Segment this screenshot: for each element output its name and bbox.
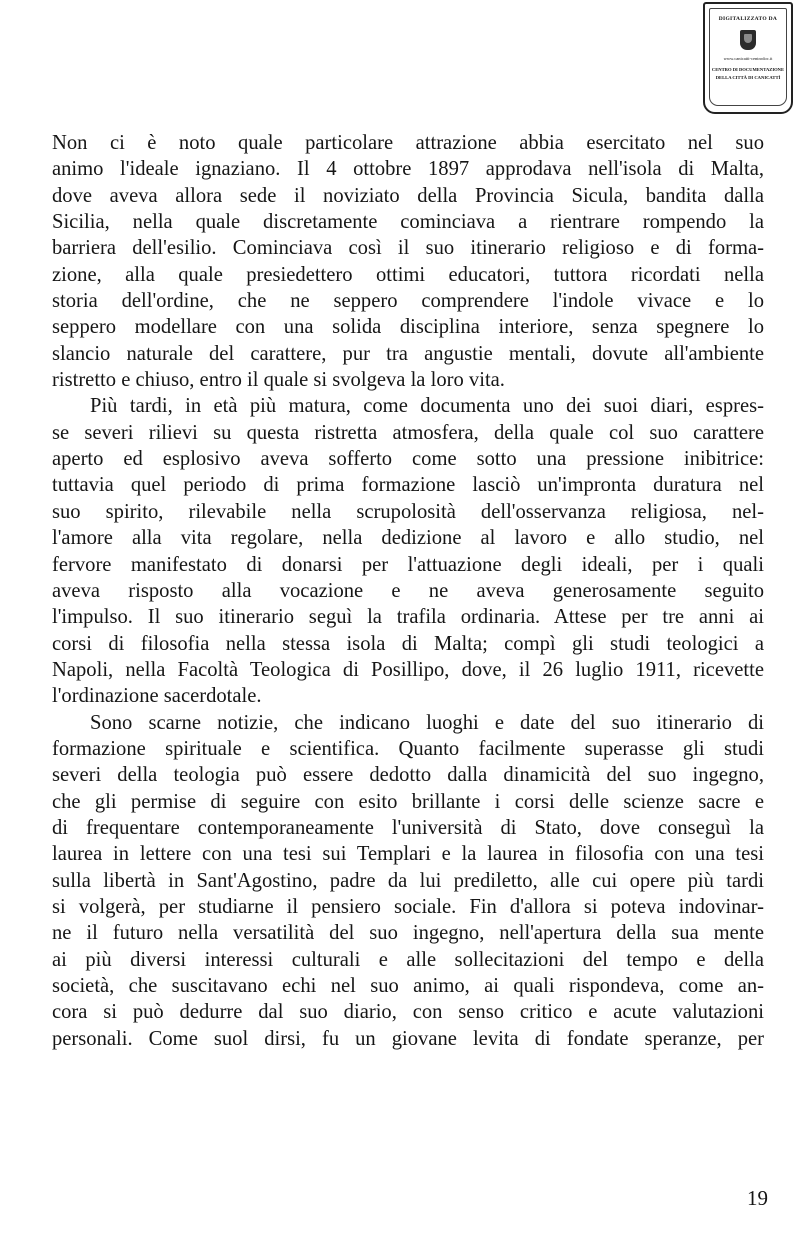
- stamp-frame: [709, 8, 787, 106]
- text-line: laurea in lettere con una tesi sui Templari e la laurea in filosofia con una tesi: [52, 843, 764, 866]
- stamp-url: www.canicatti-centrodoc.it: [723, 56, 773, 61]
- text-line: ne il futuro nella versatilità del suo ingegno, nell'apertura della sua mente: [52, 922, 764, 945]
- text-line: ristretto e chiuso, entro il quale si svolgeva la loro vita.: [52, 369, 505, 392]
- text-line: Napoli, nella Facoltà Teologica di Posillipo, dove, il 26 luglio 1911, ricevette: [52, 658, 764, 681]
- text-line: barriera dell'esilio. Cominciava così il suo itinerario religioso e di forma-: [52, 237, 764, 260]
- text-line: aperto ed esplosivo aveva sofferto come sotto una pressione inibitrice:: [52, 448, 764, 471]
- text-line: si volgerà, per studiarne il pensiero sociale. Fin d'allora si poteva indovinar-: [52, 895, 764, 918]
- text-line: slancio naturale del carattere, pur tra angustie mentali, dovute all'ambiente: [52, 342, 764, 365]
- text-line: suo spirito, rilevabile nella scrupolosità dell'osservanza religiosa, nel-: [52, 500, 764, 523]
- text-line: aveva risposto alla vocazione e ne aveva generosamente seguito: [52, 579, 764, 602]
- text-line: tuttavia quel periodo di prima formazione lasciò un'impronta duratura nel: [52, 474, 764, 497]
- digitization-stamp: [703, 2, 793, 114]
- coat-of-arms-icon: [740, 30, 756, 50]
- text-line: Sicilia, nella quale discretamente cominciava a rientrare rompendo la: [52, 211, 764, 234]
- text-line: animo l'ideale ignaziano. Il 4 ottobre 1897 approdava nell'isola di Malta,: [52, 158, 764, 181]
- page-number: 19: [747, 1186, 768, 1210]
- text-line: corsi di filosofia nella stessa isola di Malta; compì gli studi teologici a: [52, 632, 764, 655]
- text-line: se severi rilievi su questa ristretta atmosfera, della quale col suo carattere: [52, 421, 764, 444]
- text-line: cora si può dedurre dal suo diario, con senso critico e acute valutazioni: [52, 1001, 764, 1024]
- text-line: l'impulso. Il suo itinerario seguì la trafila ordinaria. Attese per tre anni ai: [52, 606, 764, 629]
- text-line: dove aveva allora sede il noviziato della Provincia Sicula, bandita dalla: [52, 184, 764, 207]
- text-line: che gli permise di seguire con esito brillante i corsi delle scienze sacre e: [52, 790, 764, 813]
- text-line: l'ordinazione sacerdotale.: [52, 685, 262, 708]
- stamp-line-2: DELLA CITTÀ DI CANICATTÌ: [715, 75, 781, 80]
- stamp-line-1: CENTRO DI DOCUMENTAZIONE: [711, 67, 785, 72]
- body-text: [52, 130, 764, 1052]
- text-line: di frequentare contemporaneamente l'università di Stato, dove conseguì la: [52, 816, 764, 839]
- text-line: formazione spirituale e scientifica. Quanto facilmente superasse gli studi: [52, 737, 764, 760]
- text-line: l'amore alla vita regolare, nella dedizione al lavoro e allo studio, nel: [52, 527, 764, 550]
- text-line: seppero modellare con una solida disciplina interiore, senza spegnere lo: [52, 316, 764, 339]
- text-line: fervore manifestato di donarsi per l'attuazione degli ideali, per i quali: [52, 553, 764, 576]
- text-line: Non ci è noto quale particolare attrazione abbia esercitato nel suo: [52, 132, 764, 154]
- text-line: Sono scarne notizie, che indicano luoghi e date del suo itinerario di: [90, 711, 764, 734]
- text-line: Più tardi, in età più matura, come documenta uno dei suoi diari, espres-: [90, 395, 764, 418]
- text-line: società, che suscitavano echi nel suo animo, ai quali rispondeva, come an-: [52, 975, 764, 997]
- text-line: severi della teologia può essere dedotto dalla dinamicità del suo ingegno,: [52, 764, 764, 787]
- text-line: storia dell'ordine, che ne seppero comprendere l'indole vivace e lo: [52, 290, 764, 313]
- text-line: personali. Come suol dirsi, fu un giovane levita di fondate speranze, per: [52, 1027, 764, 1050]
- text-line: zione, alla quale presiedettero ottimi educatori, tuttora ricordati nella: [52, 263, 764, 286]
- text-line: ai più diversi interessi culturali e alle sollecitazioni del tempo e della: [52, 948, 764, 971]
- stamp-title: DIGITALIZZATO DA: [718, 16, 778, 22]
- text-line: sulla libertà in Sant'Agostino, padre da lui prediletto, alle cui opere più tardi: [52, 869, 764, 892]
